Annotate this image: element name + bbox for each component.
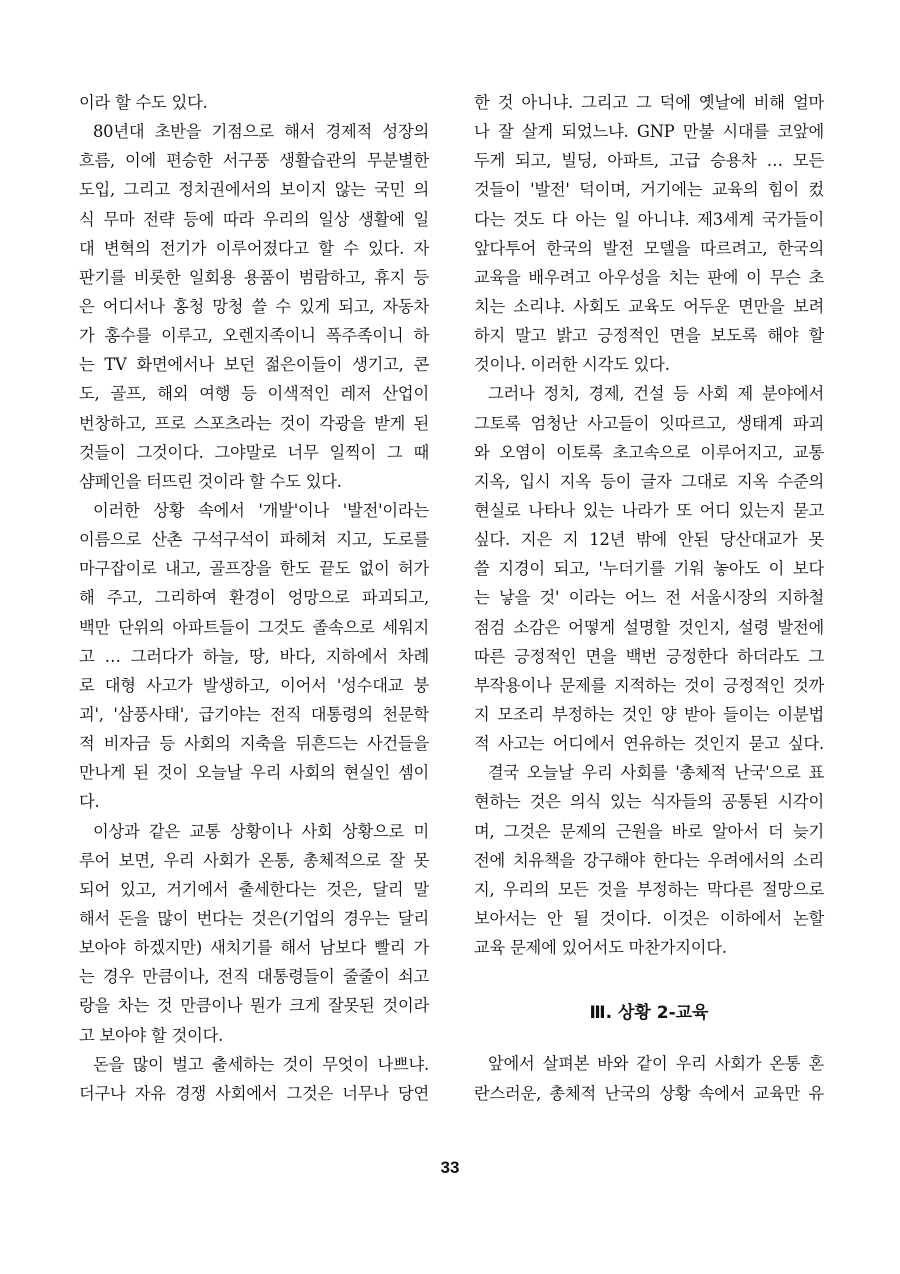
text-line: 며, 그것은 문제의 근원을 바로 알아서 더 늦기: [474, 821, 824, 841]
text-line: 식 무마 전략 등에 따라 우리의 일상 생활에 일: [79, 209, 429, 229]
text-line: 더구나 자유 경쟁 사회에서 그것은 너무나 당연: [79, 1083, 429, 1103]
text-line: 는 경우 만큼이나, 전직 대통령들이 줄줄이 쇠고: [79, 967, 429, 987]
right-column-lower-text: [474, 1049, 824, 1107]
text-line: 는 TV 화면에서나 보던 젊은이들이 생기고, 콘: [79, 355, 429, 375]
text-line: 80년대 초반을 기점으로 해서 경제적 성장의: [93, 122, 429, 142]
text-line: 현하는 것은 의식 있는 식자들의 공통된 시각이: [474, 792, 824, 812]
text-line: 앞다투어 한국의 발전 모델을 따르려고, 한국의: [474, 238, 824, 258]
text-line: 해서 돈을 많이 번다는 것은(기업의 경우는 달리: [79, 908, 429, 928]
text-line: 교육을 배우려고 아우성을 치는 판에 이 무슨 초: [474, 267, 824, 287]
page-number: 33: [440, 1158, 460, 1177]
text-line: 부작용이나 문제를 지적하는 것이 긍정적인 것까: [474, 675, 824, 695]
text-line: 가 홍수를 이루고, 오렌지족이니 폭주족이니 하: [79, 326, 429, 346]
text-line: 대 변혁의 전기가 이루어졌다고 할 수 있다. 자: [79, 238, 429, 258]
text-line: 마구잡이로 내고, 골프장을 한도 끝도 없이 허가: [79, 559, 429, 579]
text-line: 하지 말고 밝고 긍정적인 면을 보도록 해야 할: [474, 326, 824, 346]
text-line: 다는 것도 다 아는 일 아니냐. 제3세계 국가들이: [474, 209, 824, 229]
text-line: 는 낳을 것' 이라는 어느 전 서울시장의 지하철: [474, 588, 824, 608]
text-line: 결국 오늘날 우리 사회를 '총체적 난국'으로 표: [488, 763, 824, 783]
text-line: 은 어디서나 홍청 망청 쓸 수 있게 되고, 자동차: [79, 296, 429, 316]
text-line: 이상과 같은 교통 상황이나 사회 상황으로 미: [93, 821, 429, 841]
text-line: 란스러운, 총체적 난국의 상황 속에서 교육만 유: [474, 1083, 824, 1103]
text-line: 나 잘 살게 되었느냐. GNP 만불 시대를 코앞에: [474, 122, 824, 142]
text-line: 돈을 많이 벌고 출세하는 것이 무엇이 나쁘냐.: [93, 1054, 429, 1074]
text-line: 지옥, 입시 지옥 등이 글자 그대로 지옥 수준의: [474, 471, 824, 491]
text-line: 두게 되고, 빌딩, 아파트, 고급 승용차 … 모든: [474, 151, 824, 171]
right-text-column: [474, 88, 824, 1108]
text-line: 보아서는 안 될 것이다. 이것은 이하에서 논할: [474, 908, 824, 928]
text-line: 싶다. 지은 지 12년 밖에 안된 당산대교가 못: [474, 530, 824, 550]
text-line: 해 주고, 그리하여 환경이 엉망으로 파괴되고,: [79, 588, 429, 608]
text-line: 그러나 정치, 경제, 건설 등 사회 제 분야에서: [488, 384, 824, 404]
text-line: 쓸 지경이 되고, '누더기를 기워 놓아도 이 보다: [474, 559, 824, 579]
text-line: 그토록 엄청난 사고들이 잇따르고, 생태계 파괴: [474, 413, 824, 433]
text-line: 고 … 그러다가 하늘, 땅, 바다, 지하에서 차례: [79, 646, 429, 666]
text-line: 한 것 아니냐. 그리고 그 덕에 옛날에 비해 얼마: [474, 93, 824, 112]
text-line: 지, 우리의 모든 것을 부정하는 막다른 절망으로: [474, 879, 824, 899]
text-line: 전에 치유책을 강구해야 한다는 우려에서의 소리: [474, 850, 824, 870]
text-line: 현실로 나타나 있는 나라가 또 어디 있는지 묻고: [474, 500, 824, 520]
text-line: 적 사고는 어디에서 연유하는 것인지 묻고 싶다.: [474, 734, 824, 754]
text-line: 도, 골프, 해외 여행 등 이색적인 레저 산업이: [79, 384, 429, 404]
text-line: 점검 소감은 어떻게 설명할 것인지, 설령 발전에: [474, 617, 824, 637]
text-line: 흐름, 이에 편승한 서구풍 생활습관의 무분별한: [79, 151, 429, 171]
text-line: 치는 소리냐. 사회도 교육도 어두운 면만을 보려: [474, 296, 824, 316]
text-line: 것이나. 이러한 시각도 있다.: [474, 355, 670, 375]
text-line: 와 오염이 이토록 초고속으로 이루어지고, 교통: [474, 442, 824, 462]
text-line: 다.: [79, 792, 100, 812]
text-line: 이름으로 산촌 구석구석이 파헤쳐 지고, 도로를: [79, 530, 429, 550]
text-line: 이러한 상황 속에서 '개발'이나 '발전'이라는: [93, 500, 429, 520]
text-line: 되어 있고, 거기에서 출세한다는 것은, 달리 말: [79, 879, 429, 899]
text-line: 이라 할 수도 있다.: [79, 93, 208, 112]
text-line: 도입, 그리고 정치권에서의 보이지 않는 국민 의: [79, 180, 429, 200]
right-column-upper-text: [474, 88, 824, 962]
text-line: 백만 단위의 아파트들이 그것도 졸속으로 세워지: [79, 617, 429, 637]
text-line: 로 대형 사고가 발생하고, 이어서 '성수대교 붕: [79, 675, 429, 695]
text-line: 랑을 차는 것 만큼이나 뭔가 크게 잘못된 것이라: [79, 996, 429, 1016]
left-text-column: [79, 88, 429, 1108]
text-line: 판기를 비롯한 일회용 용품이 범람하고, 휴지 등: [79, 267, 429, 287]
text-line: 교육 문제에 있어서도 마찬가지이다.: [474, 938, 727, 958]
text-line: 만나게 된 것이 오늘날 우리 사회의 현실인 셈이: [79, 763, 429, 783]
text-line: 것들이 그것이다. 그야말로 너무 일찍이 그 때: [79, 442, 429, 462]
text-line: 샴페인을 터뜨린 것이라 할 수도 있다.: [79, 471, 342, 491]
text-line: 번창하고, 프로 스포츠라는 것이 각광을 받게 된: [79, 413, 429, 433]
text-line: 고 보아야 할 것이다.: [79, 1025, 224, 1045]
section-heading: Ⅲ. 상황 2-교육: [589, 1003, 709, 1024]
text-line: 루어 보면, 우리 사회가 온통, 총체적으로 잘 못: [79, 850, 429, 870]
text-line: 괴', '삼풍사태', 급기야는 전직 대통령의 천문학: [79, 704, 429, 724]
text-line: 따른 긍정적인 면을 백번 긍정한다 하더라도 그: [474, 646, 824, 666]
text-line: 지 모조리 부정하는 것인 양 받아 들이는 이분법: [474, 704, 824, 724]
text-line: 것들이 '발전' 덕이며, 거기에는 교육의 힘이 컸: [474, 180, 824, 200]
text-line: 적 비자금 등 사회의 지축을 뒤흔드는 사건들을: [79, 734, 429, 754]
text-line: 앞에서 살펴본 바와 같이 우리 사회가 온통 혼: [488, 1054, 824, 1074]
text-line: 보아야 하겠지만) 새치기를 해서 남보다 빨리 가: [79, 938, 429, 958]
